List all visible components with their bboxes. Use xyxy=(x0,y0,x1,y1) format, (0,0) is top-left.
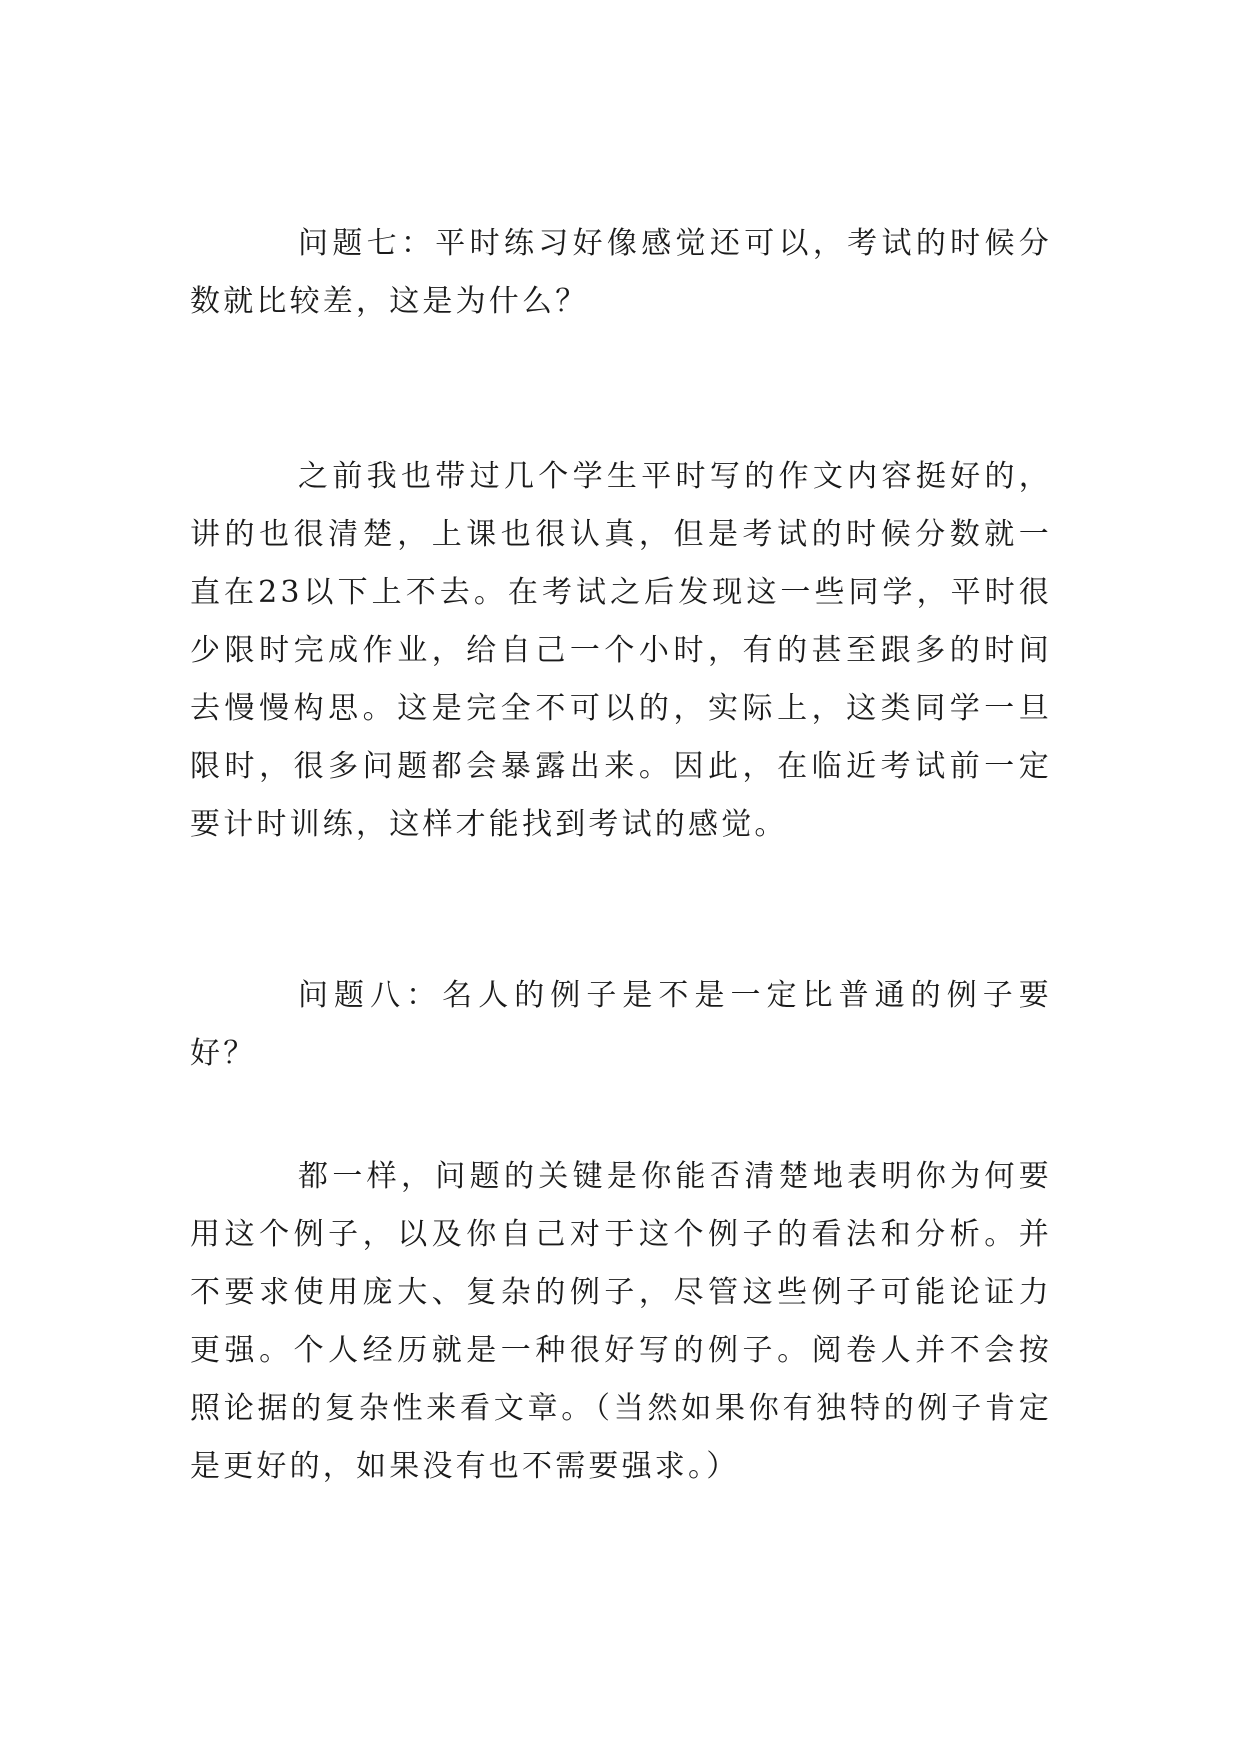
answer-seven-paragraph: 之前我也带过几个学生平时写的作文内容挺好的，讲的也很清楚，上课也很认真，但是考试的时候分数就一直在23以下上不去。在考试之后发现这一些同学，平时很少限时完成作业，给自己一个小时，有的甚至跟多的时间去慢慢构思。这是完全不可以的，实际上，这类同学一旦限时，很多问题都会暴露出来。因此，在临近考试前一定要计时训练，这样才能找到考试的感觉。 xyxy=(190,459,1052,842)
question-eight-heading: 问题八：名人的例子是不是一定比普通的例子要好？ xyxy=(190,978,1052,1071)
question-seven-heading: 问题七：平时练习好像感觉还可以，考试的时候分数就比较差，这是为什么？ xyxy=(190,226,1052,319)
answer-eight-paragraph: 都一样，问题的关键是你能否清楚地表明你为何要用这个例子，以及你自己对于这个例子的看法和分析。并不要求使用庞大、复杂的例子，尽管这些例子可能论证力更强。个人经历就是一种很好写的例子。阅卷人并不会按照论据的复杂性来看文章。（当然如果你有独特的例子肯定是更好的，如果没有也不需要强求。） xyxy=(190,1159,1052,1484)
